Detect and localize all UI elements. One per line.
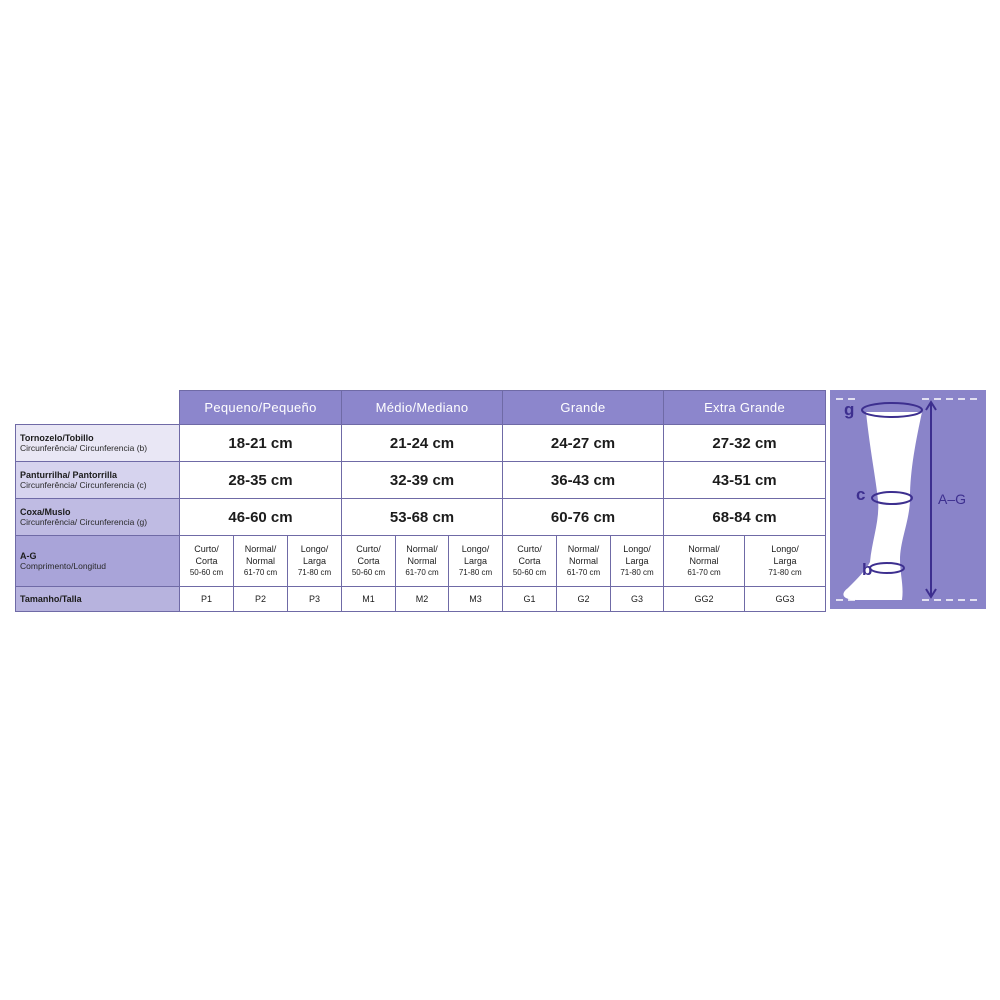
size-code-label-cell: [16, 587, 180, 612]
length-cell-g2: Normal/ Normal 61-70 cm: [557, 536, 611, 587]
thigh-value-extra-large: 68-84 cm: [664, 499, 826, 536]
length-label-cell: [16, 536, 180, 587]
label-length: A–G: [938, 491, 967, 507]
size-code-m2: M2: [396, 587, 449, 612]
size-code-m3: M3: [449, 587, 503, 612]
size-header-medium: Médio/Mediano: [342, 391, 503, 425]
ankle-sublabel: Circunferência/ Circunferencia (b): [20, 443, 148, 453]
size-code-g1: G1: [503, 587, 557, 612]
length-cell-m3: Longo/ Larga 71-80 cm: [449, 536, 503, 587]
length-cell-m1: Curto/ Corta 50-60 cm: [342, 536, 396, 587]
size-header-small: Pequeno/Pequeño: [180, 391, 342, 425]
calf-value-small: 28-35 cm: [180, 462, 342, 499]
size-code-p3: P3: [288, 587, 342, 612]
size-code-row: [16, 587, 826, 612]
leg-silhouette: [843, 412, 922, 600]
length-cell-g1: Curto/ Corta 50-60 cm: [503, 536, 557, 587]
thigh-value-small: 46-60 cm: [180, 499, 342, 536]
label-g: g: [844, 400, 855, 419]
ankle-value-small: 18-21 cm: [180, 425, 342, 462]
leg-diagram-svg: [830, 390, 986, 609]
size-header-row: [16, 391, 826, 425]
corner-cell: [16, 391, 180, 425]
ankle-value-extra-large: 27-32 cm: [664, 425, 826, 462]
calf-value-medium: 32-39 cm: [342, 462, 503, 499]
size-header-extra-large: Extra Grande: [664, 391, 826, 425]
calf-value-extra-large: 43-51 cm: [664, 462, 826, 499]
thigh-label-cell: [16, 499, 180, 536]
label-c: c: [856, 485, 866, 504]
ankle-label-cell: [16, 425, 180, 462]
length-cell-p3: Longo/ Larga 71-80 cm: [288, 536, 342, 587]
length-cell-m2: Normal/ Normal 61-70 cm: [396, 536, 449, 587]
size-chart-table: [15, 390, 826, 612]
calf-value-large: 36-43 cm: [503, 462, 664, 499]
ankle-value-large: 24-27 cm: [503, 425, 664, 462]
size-code-p2: P2: [234, 587, 288, 612]
label-b: b: [862, 560, 873, 579]
size-code-gg3: GG3: [745, 587, 826, 612]
length-cell-p1: Curto/ Corta 50-60 cm: [180, 536, 234, 587]
size-code-g2: G2: [557, 587, 611, 612]
size-header-large: Grande: [503, 391, 664, 425]
calf-sublabel: Circunferência/ Circunferencia (c): [20, 480, 147, 490]
calf-row: [16, 462, 826, 499]
length-cell-gg3: Longo/ Larga 71-80 cm: [745, 536, 826, 587]
size-code-p1: P1: [180, 587, 234, 612]
length-cell-p2: Normal/ Normal 61-70 cm: [234, 536, 288, 587]
length-arrow-icon: [926, 402, 936, 597]
thigh-label: Coxa/Muslo: [20, 507, 71, 517]
length-sublabel: Comprimento/Longitud: [20, 561, 106, 571]
size-code-label: Tamanho/Talla: [20, 594, 82, 604]
thigh-row: [16, 499, 826, 536]
thigh-value-large: 60-76 cm: [503, 499, 664, 536]
length-row: [16, 536, 826, 587]
ankle-label: Tornozelo/Tobillo: [20, 433, 94, 443]
ankle-value-medium: 21-24 cm: [342, 425, 503, 462]
length-label: A-G: [20, 551, 37, 561]
calf-label: Panturrilha/ Pantorrilla: [20, 470, 118, 480]
calf-label-cell: [16, 462, 180, 499]
size-code-g3: G3: [611, 587, 664, 612]
thigh-sublabel: Circunferência/ Circunferencia (g): [20, 517, 148, 527]
length-cell-gg2: Normal/ Normal 61-70 cm: [664, 536, 745, 587]
leg-measurement-diagram: [830, 390, 986, 609]
size-code-gg2: GG2: [664, 587, 745, 612]
size-code-m1: M1: [342, 587, 396, 612]
ankle-row: [16, 425, 826, 462]
thigh-value-medium: 53-68 cm: [342, 499, 503, 536]
length-cell-g3: Longo/ Larga 71-80 cm: [611, 536, 664, 587]
